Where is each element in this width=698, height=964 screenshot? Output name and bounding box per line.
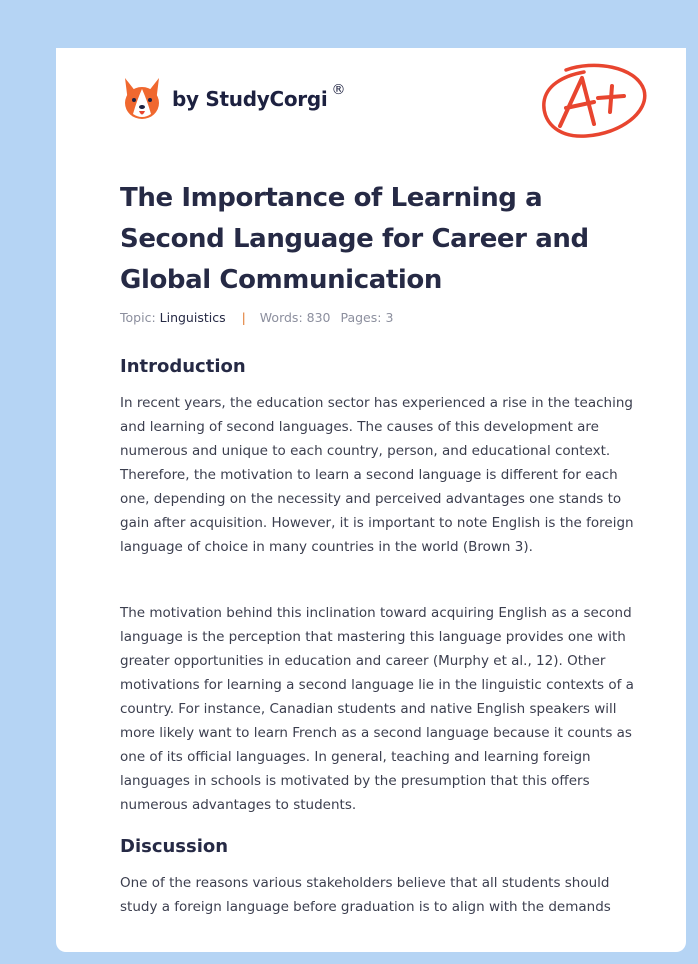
section-heading-introduction: Introduction <box>120 356 246 377</box>
corgi-logo-icon <box>122 76 162 122</box>
words-label: Words: <box>259 310 303 325</box>
essay-title: The Importance of Learning a Second Language for Career and Global Communication <box>120 183 589 295</box>
essay-meta <box>120 310 393 325</box>
paragraph: In recent years, the education sector has experienced a rise in the teaching and learning of second languages. The causes of this development are numerous and unique to each country, person, and educational context. Therefore, the motivation to learn a second language is different for each one, depending on the necessity and perceived advantages one stands to gain after acquisition. However, it is important to note English is the foreign language of choice in many countries in the world (Brown 3). <box>120 395 634 555</box>
paragraph: One of the reasons various stakeholders believe that all students should study a foreign language before graduation is to align with the demands <box>120 875 611 915</box>
section-heading-discussion: Discussion <box>120 836 229 857</box>
words-count: 830 <box>306 310 331 325</box>
essay-page <box>56 48 686 952</box>
pages-label: Pages: <box>340 310 382 325</box>
brand-name: by StudyCorgi <box>172 87 328 111</box>
paragraph: The motivation behind this inclination toward acquiring English as a second language is the perception that mastering this language provides one with greater opportunities in education and career (Murphy et al., 12). Other motivations for learning a second language lie in the linguistic contexts of a country. For instance, Canadian students and native English speakers will more likely want to learn French as a second language because it counts as one of its official languages. In general, teaching and learning foreign languages in schools is motivated by the presumption that this offers numerous advantages to students. <box>120 605 634 813</box>
grade-a-plus-badge <box>538 60 648 142</box>
topic-label: Topic: <box>120 310 156 325</box>
meta-separator: | <box>241 310 246 325</box>
registered-mark: ® <box>331 82 346 98</box>
pages-count: 3 <box>385 310 394 325</box>
topic-link[interactable]: Linguistics <box>159 310 226 325</box>
brand-logo[interactable] <box>122 76 345 122</box>
